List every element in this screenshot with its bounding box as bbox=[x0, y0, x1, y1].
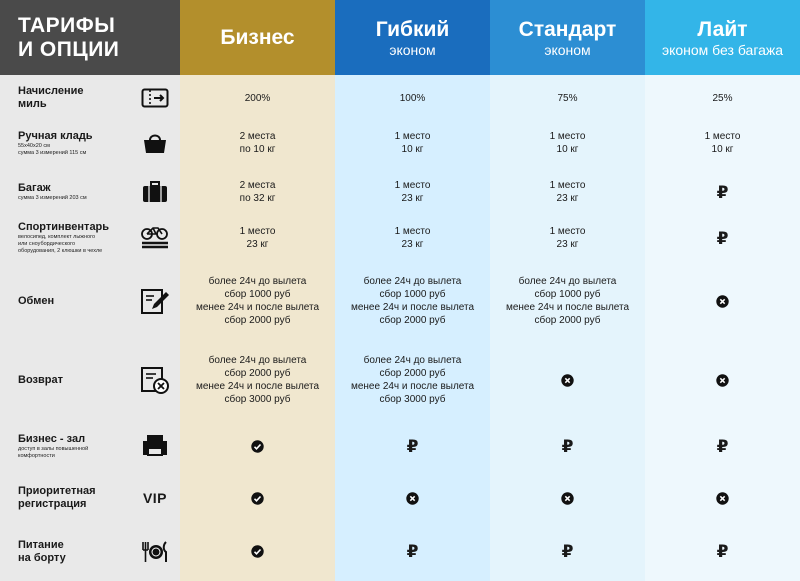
row-label bbox=[0, 78, 130, 118]
cell-text: сбор 3000 руб bbox=[379, 394, 446, 405]
row-label bbox=[0, 262, 130, 340]
table-cell bbox=[490, 78, 645, 118]
row-label bbox=[0, 340, 130, 420]
cell-text: более 24ч до вылета bbox=[363, 355, 462, 366]
row-label-text: на борту bbox=[18, 551, 66, 564]
table-cell bbox=[335, 340, 490, 420]
table-cell bbox=[180, 262, 335, 340]
ruble-icon: ₽ bbox=[406, 436, 419, 456]
row-label-text: миль bbox=[18, 98, 47, 110]
cell-text: 10 кг bbox=[556, 144, 579, 155]
table-row bbox=[0, 420, 800, 472]
ruble-icon: ₽ bbox=[716, 436, 729, 456]
cell-text: 23 кг bbox=[246, 239, 269, 250]
cross-icon bbox=[716, 374, 729, 387]
table-cell bbox=[335, 262, 490, 340]
cell-text: сбор 1000 руб bbox=[534, 289, 601, 300]
cell-text: менее 24ч и после вылета bbox=[350, 302, 475, 313]
row-label bbox=[0, 214, 130, 262]
table-cell bbox=[490, 420, 645, 472]
table-cell bbox=[645, 473, 800, 523]
table-cell bbox=[335, 117, 490, 169]
ticket-icon bbox=[130, 78, 180, 118]
row-label-text: Бизнес - зал bbox=[18, 432, 86, 445]
row-label-text: регистрация bbox=[18, 498, 87, 510]
tariff-header-gibkiy bbox=[335, 0, 490, 75]
cell-text: более 24ч до вылета bbox=[363, 276, 462, 287]
cross-icon bbox=[561, 492, 574, 505]
row-note-text: сумма 3 измерений 203 см bbox=[18, 195, 87, 201]
cell-text: 1 место bbox=[549, 226, 586, 237]
tariff-subtitle: эконом bbox=[389, 41, 436, 58]
row-label-text: Спортинвентарь bbox=[18, 221, 110, 233]
table-cell bbox=[490, 340, 645, 420]
cell-text: 75% bbox=[557, 92, 578, 104]
vip-icon bbox=[130, 473, 180, 523]
exchange-edit-icon bbox=[130, 262, 180, 340]
cell-text: менее 24ч и после вылета bbox=[505, 302, 630, 313]
cell-text: 23 кг bbox=[556, 239, 579, 250]
ruble-icon: ₽ bbox=[406, 542, 419, 561]
cell-text: 23 кг bbox=[401, 193, 424, 204]
cell-text: более 24ч до вылета bbox=[208, 276, 307, 287]
table-cell bbox=[335, 524, 490, 579]
cell-text: 2 места bbox=[239, 131, 276, 142]
cross-icon bbox=[406, 492, 419, 505]
check-icon bbox=[251, 492, 264, 505]
cell-text: менее 24ч и после вылета bbox=[350, 381, 475, 392]
table-cell bbox=[335, 170, 490, 214]
lounge-chair-icon bbox=[130, 420, 180, 472]
table-cell bbox=[180, 524, 335, 579]
table-cell bbox=[645, 214, 800, 262]
tariff-name: Стандарт bbox=[518, 17, 617, 41]
cell-text: 100% bbox=[399, 92, 426, 104]
cell-text: сбор 3000 руб bbox=[224, 394, 291, 405]
row-label bbox=[0, 420, 130, 472]
tariff-name: Лайт bbox=[697, 17, 748, 41]
tariff-header-layt bbox=[645, 0, 800, 75]
table-cell bbox=[180, 420, 335, 472]
cell-text: 1 место bbox=[549, 180, 586, 191]
row-label bbox=[0, 170, 130, 214]
row-label bbox=[0, 524, 130, 579]
cell-text: сбор 2000 руб bbox=[379, 368, 446, 379]
cell-text: более 24ч до вылета bbox=[208, 355, 307, 366]
suitcase-icon bbox=[130, 170, 180, 214]
cell-text: сбор 1000 руб bbox=[379, 289, 446, 300]
cell-text: 23 кг bbox=[556, 193, 579, 204]
ruble-icon: ₽ bbox=[561, 436, 574, 456]
table-row bbox=[0, 117, 800, 169]
header-label-line2: И ОПЦИИ bbox=[18, 37, 120, 61]
table-row bbox=[0, 170, 800, 214]
check-icon bbox=[251, 545, 264, 558]
cell-text: менее 24ч и после вылета bbox=[195, 381, 320, 392]
cell-text: сбор 1000 руб bbox=[224, 289, 291, 300]
table-cell bbox=[490, 262, 645, 340]
table-cell bbox=[180, 78, 335, 118]
cell-text: сбор 2000 руб bbox=[534, 315, 601, 326]
cell-text: сбор 2000 руб bbox=[379, 315, 446, 326]
ruble-icon: ₽ bbox=[716, 228, 729, 248]
table-cell bbox=[645, 340, 800, 420]
tariff-header-biznes bbox=[180, 0, 335, 75]
table-cell bbox=[490, 473, 645, 523]
header-label-line1: ТАРИФЫ bbox=[18, 13, 116, 37]
cross-icon bbox=[561, 374, 574, 387]
cell-text: 23 кг bbox=[401, 239, 424, 250]
row-note-text: 55x40x20 см bbox=[18, 142, 50, 149]
row-label-text: Начисление bbox=[18, 85, 84, 97]
row-label bbox=[0, 117, 130, 169]
table-cell bbox=[490, 214, 645, 262]
row-note-text: доступ в залы повышенной bbox=[18, 445, 89, 452]
table-row bbox=[0, 214, 800, 262]
bike-ski-icon bbox=[130, 214, 180, 262]
table-cell bbox=[490, 170, 645, 214]
row-label-text: Питание bbox=[18, 538, 64, 551]
header-label-cell bbox=[0, 0, 180, 75]
table-cell bbox=[335, 78, 490, 118]
cell-text: 1 место bbox=[394, 131, 431, 142]
row-label bbox=[0, 473, 130, 523]
row-label-text: Багаж bbox=[18, 182, 51, 194]
ruble-icon: ₽ bbox=[716, 182, 729, 202]
cell-text: 10 кг bbox=[401, 144, 424, 155]
table-row bbox=[0, 473, 800, 523]
table-cell bbox=[180, 117, 335, 169]
table-cell bbox=[335, 473, 490, 523]
table-cell bbox=[645, 117, 800, 169]
row-note-text: комфортности bbox=[18, 452, 55, 459]
table-cell bbox=[180, 340, 335, 420]
row-label-text: Обмен bbox=[18, 294, 55, 307]
cell-text: 1 место bbox=[239, 226, 276, 237]
cell-text: 1 место bbox=[549, 131, 586, 142]
table-cell bbox=[180, 214, 335, 262]
tariff-name: Гибкий bbox=[375, 17, 450, 41]
table-row bbox=[0, 524, 800, 579]
check-icon bbox=[251, 440, 264, 453]
meal-icon bbox=[130, 524, 180, 579]
table-row bbox=[0, 78, 800, 118]
cell-text: по 10 кг bbox=[239, 144, 276, 155]
cell-text: 1 место bbox=[704, 131, 741, 142]
cell-text: 200% bbox=[244, 92, 271, 104]
handbag-icon bbox=[130, 117, 180, 169]
table-cell bbox=[645, 420, 800, 472]
tariff-subtitle: эконом без багажа bbox=[661, 41, 784, 58]
row-label-text: Возврат bbox=[18, 373, 63, 386]
cell-text: менее 24ч и после вылета bbox=[195, 302, 320, 313]
cell-text: 1 место bbox=[394, 226, 431, 237]
vip-icon-text: VIP bbox=[142, 490, 168, 506]
table-cell bbox=[335, 420, 490, 472]
table-cell bbox=[490, 524, 645, 579]
cell-text: 1 место bbox=[394, 180, 431, 191]
table-cell bbox=[180, 473, 335, 523]
table-cell bbox=[645, 170, 800, 214]
table-cell bbox=[645, 262, 800, 340]
table-cell bbox=[645, 78, 800, 118]
cell-text: 2 места bbox=[239, 180, 276, 191]
row-label-text: Ручная кладь bbox=[18, 129, 93, 142]
row-note-text: или сноубордического bbox=[18, 241, 76, 247]
table-cell bbox=[490, 117, 645, 169]
ruble-icon: ₽ bbox=[716, 542, 729, 561]
refund-icon bbox=[130, 340, 180, 420]
cross-icon bbox=[716, 295, 729, 308]
cell-text: сбор 2000 руб bbox=[224, 315, 291, 326]
row-label-text: Приоритетная bbox=[18, 485, 96, 497]
table-cell bbox=[335, 214, 490, 262]
cross-icon bbox=[716, 492, 729, 505]
table-row bbox=[0, 340, 800, 420]
row-note-text: оборудования, 2 клюшки в чехле bbox=[18, 248, 103, 254]
cell-text: по 32 кг bbox=[239, 193, 276, 204]
cell-text: более 24ч до вылета bbox=[518, 276, 617, 287]
cell-text: 10 кг bbox=[711, 144, 734, 155]
row-note-text: сумма 3 измерений 115 см bbox=[18, 149, 87, 156]
tariff-header-standart bbox=[490, 0, 645, 75]
tariff-subtitle: эконом bbox=[544, 41, 591, 58]
table-cell bbox=[645, 524, 800, 579]
table-cell bbox=[180, 170, 335, 214]
table-row bbox=[0, 262, 800, 340]
cell-text: сбор 2000 руб bbox=[224, 368, 291, 379]
tariff-name: Бизнес bbox=[220, 25, 295, 49]
cell-text: 25% bbox=[712, 92, 733, 104]
ruble-icon: ₽ bbox=[561, 542, 574, 561]
row-note-text: велосипед, комплект лыжного bbox=[18, 234, 96, 240]
